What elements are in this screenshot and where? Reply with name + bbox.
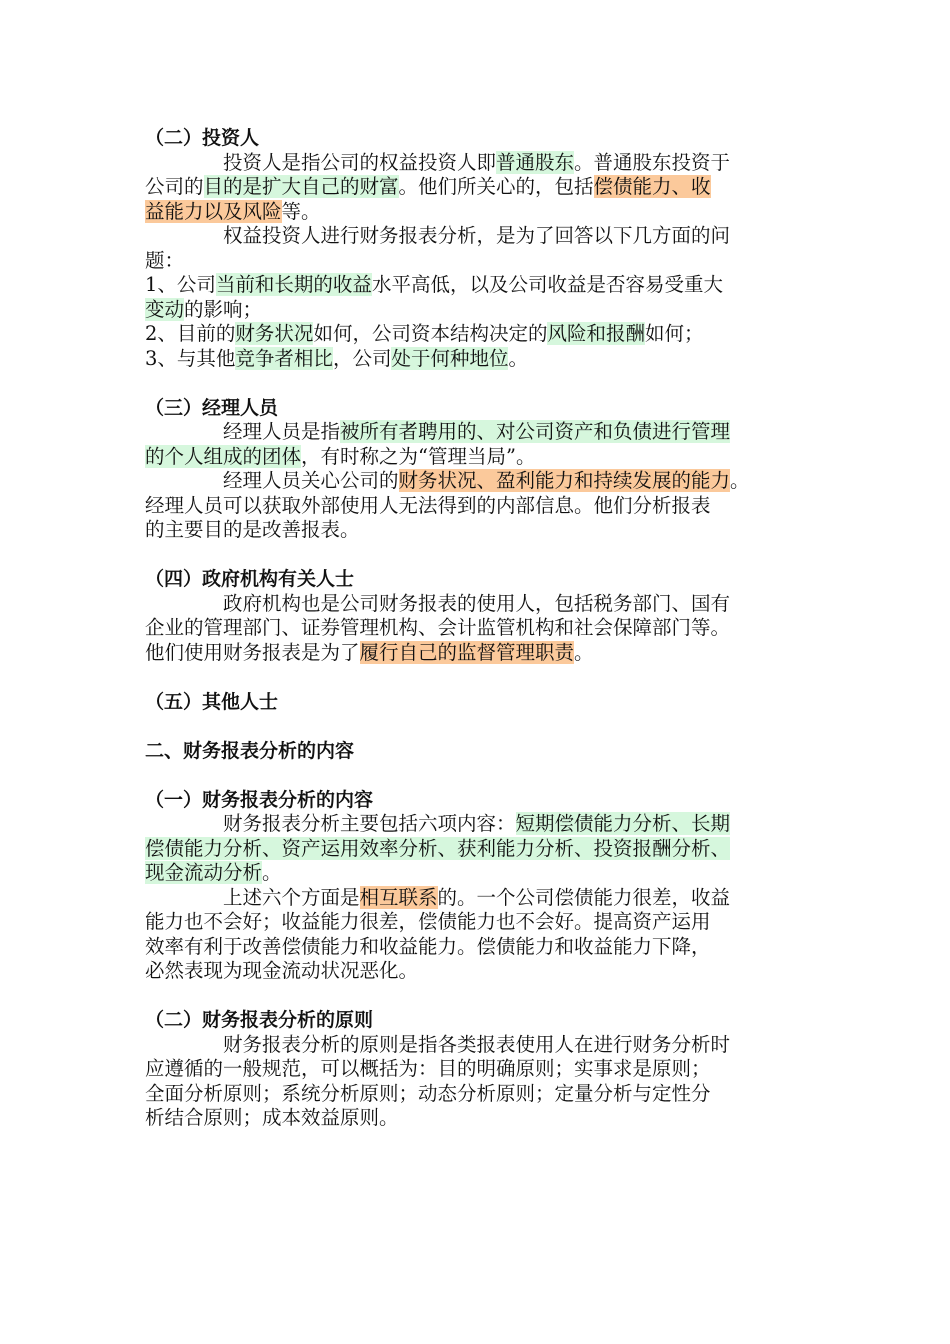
text-line xyxy=(145,494,825,519)
paragraph-gap xyxy=(145,714,825,739)
text-run: 。 xyxy=(730,469,750,492)
green-highlight: 变动 xyxy=(145,297,185,321)
text-run: 必然表现为现金流动状况恶化。 xyxy=(145,959,419,982)
text-run: （四）政府机构有关人士 xyxy=(145,568,355,590)
text-line xyxy=(145,886,825,911)
green-highlight: 短期偿债能力分析、长期 xyxy=(515,812,731,835)
text-run: 他们使用财务报表是为了 xyxy=(145,640,360,664)
text-run: ，公司 xyxy=(332,346,392,370)
orange-highlight: 财务状况、盈利能力和持续发展的能力 xyxy=(398,469,731,492)
heading-analysis-content xyxy=(145,788,825,813)
text-line xyxy=(145,1057,825,1082)
text-run: 2、目前的 xyxy=(145,322,236,345)
text-run: 。普通股东投资于 xyxy=(574,150,731,174)
text-run: （五）其他人士 xyxy=(145,690,279,713)
text-line xyxy=(145,200,825,225)
text-run: 应遵循的一般规范，可以概括为：目的明确原则；实事求是原则； xyxy=(145,1057,711,1080)
text-run: 如何，公司资本结构决定的 xyxy=(313,322,548,345)
paragraph-gap xyxy=(145,371,825,396)
text-line xyxy=(145,837,825,862)
text-run: 。 xyxy=(574,640,594,664)
text-run: 投资人是指公司的权益投资人即 xyxy=(223,150,497,174)
orange-highlight: 益能力以及风险 xyxy=(145,199,282,223)
text-line xyxy=(145,592,825,617)
paragraph-gap xyxy=(145,543,825,568)
text-run: 的影响； xyxy=(184,297,263,321)
orange-highlight: 履行自己的监督管理职责 xyxy=(359,640,575,664)
text-line xyxy=(145,959,825,984)
paragraph-gap xyxy=(145,763,825,788)
text-line xyxy=(145,224,825,249)
heading-investor xyxy=(145,126,825,151)
text-line xyxy=(145,347,825,372)
text-run: 3、与其他 xyxy=(145,346,236,370)
text-run: 水平高低，以及公司收益是否容易受重大 xyxy=(371,273,723,296)
text-line xyxy=(145,861,825,886)
text-run: 经理人员可以获取外部使用人无法得到的内部信息。他们分析报表 xyxy=(145,493,711,517)
green-highlight: 普通股东 xyxy=(496,150,575,174)
text-run: 公司的 xyxy=(145,175,204,198)
text-run: 全面分析原则；系统分析原则；动态分析原则；定量分析与定性分 xyxy=(145,1081,711,1105)
orange-highlight: 相互联系 xyxy=(359,885,438,909)
text-run: 的主要目的是改善报表。 xyxy=(145,518,360,541)
text-line xyxy=(145,812,825,837)
text-run: 权益投资人进行财务报表分析，是为了回答以下几方面的问 xyxy=(223,224,731,247)
heading-managers xyxy=(145,396,825,421)
text-run: （三）经理人员 xyxy=(145,396,279,419)
green-highlight: 目的是扩大自己的财富 xyxy=(203,175,399,198)
text-run: 财务报表分析的原则是指各类报表使用人在进行财务分析时 xyxy=(223,1032,731,1056)
text-run: 析结合原则；成本效益原则。 xyxy=(145,1106,399,1129)
text-line xyxy=(145,616,825,641)
text-run: 题： xyxy=(145,248,185,272)
text-run: （一）财务报表分析的内容 xyxy=(145,788,374,811)
text-run: 的。一个公司偿债能力很差，收益 xyxy=(437,885,731,909)
text-run: 经理人员关心公司的 xyxy=(223,469,399,492)
text-line xyxy=(145,518,825,543)
green-highlight: 的个人组成的团体 xyxy=(145,444,302,468)
text-run: （二）财务报表分析的原则 xyxy=(145,1009,374,1031)
text-line xyxy=(145,151,825,176)
text-line xyxy=(145,273,825,298)
green-highlight: 被所有者聘用的、对公司资产和负债进行管理 xyxy=(340,420,731,443)
text-line xyxy=(145,1033,825,1058)
text-line xyxy=(145,175,825,200)
green-highlight: 财务状况 xyxy=(235,322,314,345)
text-run: （二）投资人 xyxy=(145,127,260,149)
text-run: 。他们所关心的，包括 xyxy=(398,175,594,198)
heading-government xyxy=(145,567,825,592)
text-run: 效率有利于改善偿债能力和收益能力。偿债能力和收益能力下降， xyxy=(145,934,711,958)
text-line xyxy=(145,249,825,274)
document-page xyxy=(145,126,825,1131)
green-highlight: 当前和长期的收益 xyxy=(215,273,372,296)
text-run: 能力也不会好；收益能力很差，偿债能力也不会好。提高资产运用 xyxy=(145,910,711,933)
orange-highlight: 偿债能力、收 xyxy=(593,175,711,198)
green-highlight: 竞争者相比 xyxy=(235,346,333,370)
text-run: 。 xyxy=(262,861,282,884)
text-run: ，有时称之为“管理当局”。 xyxy=(301,444,536,468)
text-line xyxy=(145,641,825,666)
paragraph-gap xyxy=(145,984,825,1009)
green-highlight: 现金流动分析 xyxy=(145,861,263,884)
green-highlight: 风险和报酬 xyxy=(547,322,645,345)
text-line xyxy=(145,298,825,323)
text-run: 如何； xyxy=(644,322,704,345)
text-run: 。 xyxy=(508,346,528,370)
text-run: 经理人员是指 xyxy=(223,420,341,443)
text-run: 1、公司 xyxy=(145,273,216,296)
paragraph-gap xyxy=(145,665,825,690)
text-line xyxy=(145,322,825,347)
text-run: 上述六个方面是 xyxy=(223,885,360,909)
text-line xyxy=(145,1082,825,1107)
text-run: 财务报表分析主要包括六项内容： xyxy=(223,812,516,835)
heading-analysis-principles xyxy=(145,1008,825,1033)
text-line xyxy=(145,469,825,494)
heading-section-two xyxy=(145,739,825,764)
heading-others xyxy=(145,690,825,715)
green-highlight: 偿债能力分析、资产运用效率分析、获利能力分析、投资报酬分析、 xyxy=(145,836,731,860)
text-line xyxy=(145,910,825,935)
text-run: 企业的管理部门、证券管理机构、会计监管机构和社会保障部门等。 xyxy=(145,616,731,639)
text-run: 二、财务报表分析的内容 xyxy=(145,739,355,762)
text-run: 政府机构也是公司财务报表的使用人，包括税务部门、国有 xyxy=(223,591,731,615)
text-line xyxy=(145,445,825,470)
text-line xyxy=(145,1106,825,1131)
green-highlight: 处于何种地位 xyxy=(391,346,509,370)
text-run: 等。 xyxy=(281,199,321,223)
text-line xyxy=(145,420,825,445)
text-line xyxy=(145,935,825,960)
